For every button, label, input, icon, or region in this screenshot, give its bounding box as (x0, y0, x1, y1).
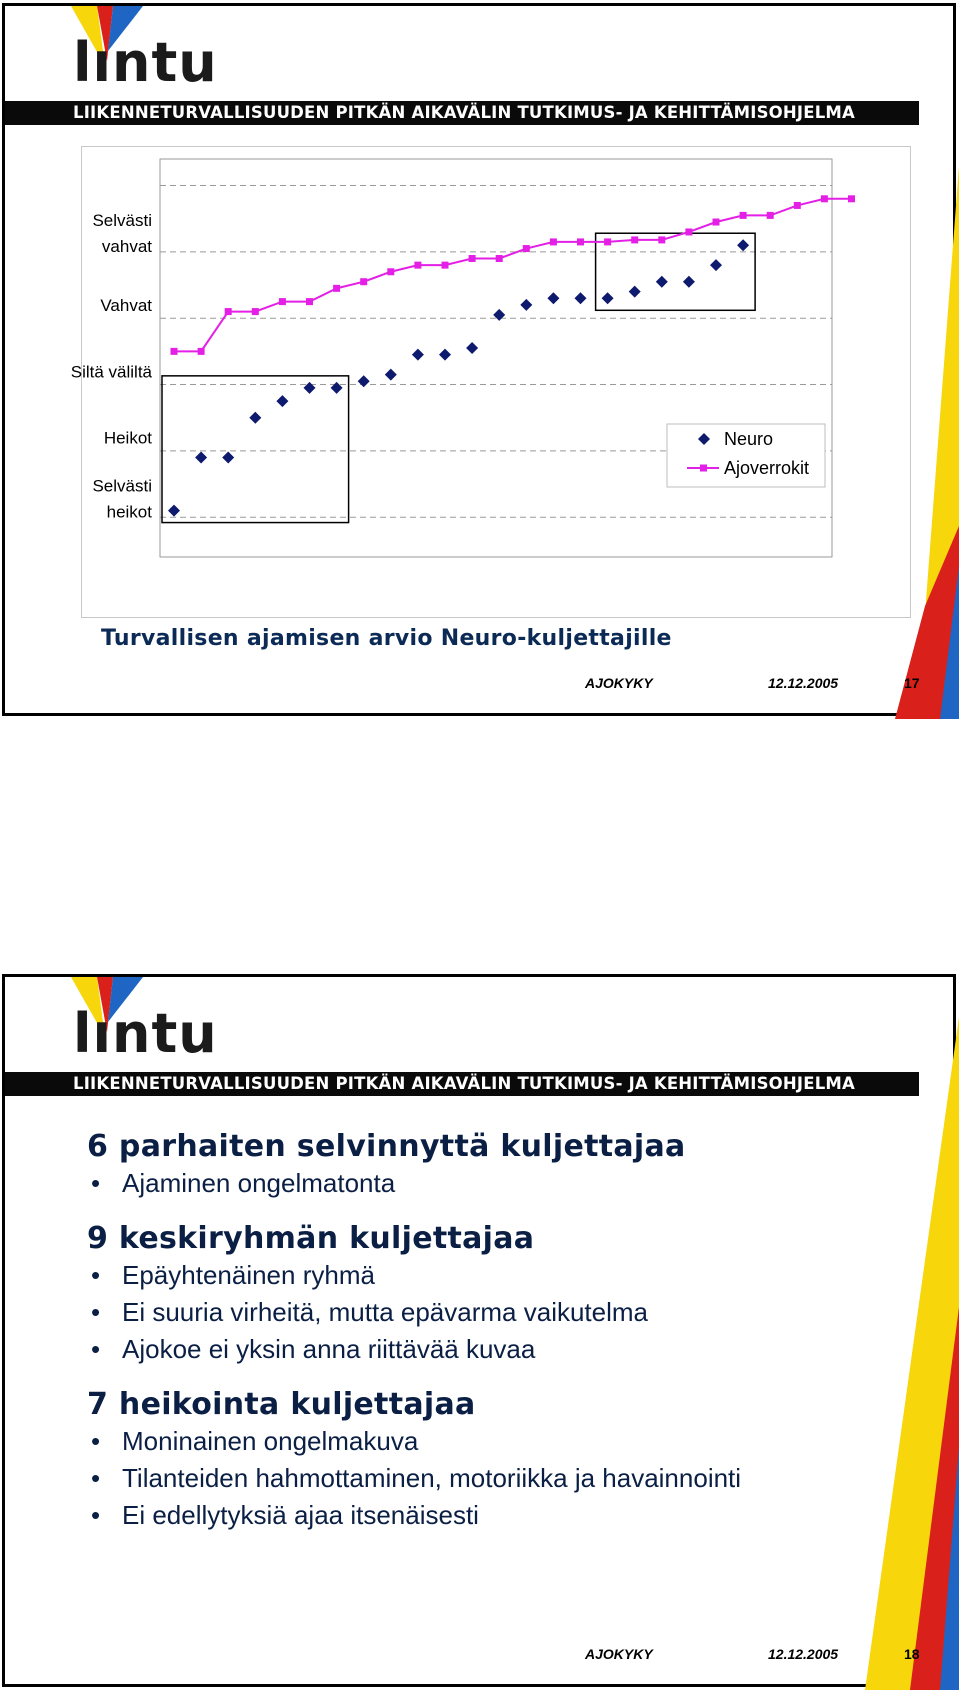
ajoverrokit-point (279, 298, 286, 305)
bullet-item: • Ajokoe ei yksin anna riittävää kuvaa (87, 1334, 887, 1365)
chart-frame (70, 146, 911, 618)
ajoverrokit-point (414, 262, 421, 269)
ajoverrokit-point (225, 308, 232, 315)
y-tick-label-line: Siltä väliltä (70, 362, 152, 382)
legend-neuro-label: Neuro (724, 429, 774, 449)
bullet-item: • Ei edellytyksiä ajaa itsenäisesti (87, 1500, 887, 1531)
ajoverrokit-point (360, 278, 367, 285)
ajoverrokit-point (387, 268, 394, 275)
footer-page-number: 17 (904, 675, 920, 691)
lintu-logo: lıntu (73, 1002, 218, 1065)
y-tick-label (104, 429, 152, 448)
footer-date: 12.12.2005 (768, 675, 839, 691)
ajoverrokit-point (658, 236, 665, 243)
ajoverrokit-point (794, 202, 801, 209)
rating-chart (70, 147, 910, 617)
bullet-item: • Tilanteiden hahmottaminen, motoriikka ja havainnointi (87, 1463, 887, 1494)
ajoverrokit-point (198, 348, 205, 355)
program-banner: LIIKENNETURVALLISUUDEN PITKÄN AIKAVÄLIN TUTKIMUS- JA KEHITTÄMISOHJELMA (5, 1072, 919, 1096)
ajoverrokit-point (848, 195, 855, 202)
slide-content (87, 1129, 887, 1553)
lintu-logo: lıntu (73, 31, 218, 94)
footer-label: AJOKYKY (585, 675, 653, 691)
group-weakest (87, 1387, 887, 1531)
legend-ajoverrokit-label: Ajoverrokit (724, 458, 810, 478)
ajoverrokit-point (252, 308, 259, 315)
y-tick-label (92, 476, 152, 521)
ajoverrokit-point (523, 245, 530, 252)
y-tick-label-line: Heikot (103, 428, 152, 448)
group-heading: 9 keskiryhmän kuljettajaa (87, 1221, 535, 1256)
ajoverrokit-point (767, 212, 774, 219)
y-tick-label (100, 296, 152, 315)
ajoverrokit-point (306, 298, 313, 305)
y-tick-label-line: Selvästi (92, 210, 152, 230)
bullet-item: • Epäyhtenäinen ryhmä (87, 1260, 887, 1291)
y-tick-label-line: Selvästi (92, 476, 152, 496)
y-tick-label-line: Vahvat (100, 295, 152, 315)
y-tick-label (92, 211, 152, 256)
slide-17 (2, 3, 956, 716)
ajoverrokit-point (577, 238, 584, 245)
slide-18 (2, 974, 956, 1687)
ajoverrokit-point (469, 255, 476, 262)
bullet-item: • Ei suuria virheitä, mutta epävarma vaikutelma (87, 1297, 887, 1328)
ajoverrokit-point (713, 219, 720, 226)
ajoverrokit-point (821, 195, 828, 202)
ajoverrokit-point (171, 348, 178, 355)
y-tick-label-line: vahvat (101, 236, 152, 256)
legend-ajoverrokit-marker (700, 465, 707, 472)
ajoverrokit-point (333, 285, 340, 292)
footer-label: AJOKYKY (585, 1646, 653, 1662)
ajoverrokit-point (685, 228, 692, 235)
group-heading: 7 heikointa kuljettajaa (87, 1387, 476, 1422)
ajoverrokit-point (496, 255, 503, 262)
y-tick-label (71, 362, 153, 381)
ajoverrokit-point (740, 212, 747, 219)
ajoverrokit-point (604, 238, 611, 245)
group-heading: 6 parhaiten selvinnyttä kuljettajaa (87, 1129, 686, 1164)
bullet-item: • Moninainen ongelmakuva (87, 1426, 887, 1457)
footer-page-number: 18 (904, 1646, 920, 1662)
ajoverrokit-point (550, 238, 557, 245)
program-banner: LIIKENNETURVALLISUUDEN PITKÄN AIKAVÄLIN TUTKIMUS- JA KEHITTÄMISOHJELMA (5, 101, 919, 125)
y-tick-label-line: heikot (106, 502, 152, 522)
bullet-list (87, 1168, 887, 1199)
chart-title: Turvallisen ajamisen arvio Neuro-kuljettajille (101, 626, 672, 651)
ajoverrokit-point (631, 236, 638, 243)
ajoverrokit-point (442, 262, 449, 269)
bullet-item: • Ajaminen ongelmatonta (87, 1168, 887, 1199)
group-best (87, 1129, 887, 1199)
group-middle (87, 1221, 887, 1365)
bullet-list (87, 1426, 887, 1531)
bullet-list (87, 1260, 887, 1365)
footer-date: 12.12.2005 (768, 1646, 839, 1662)
